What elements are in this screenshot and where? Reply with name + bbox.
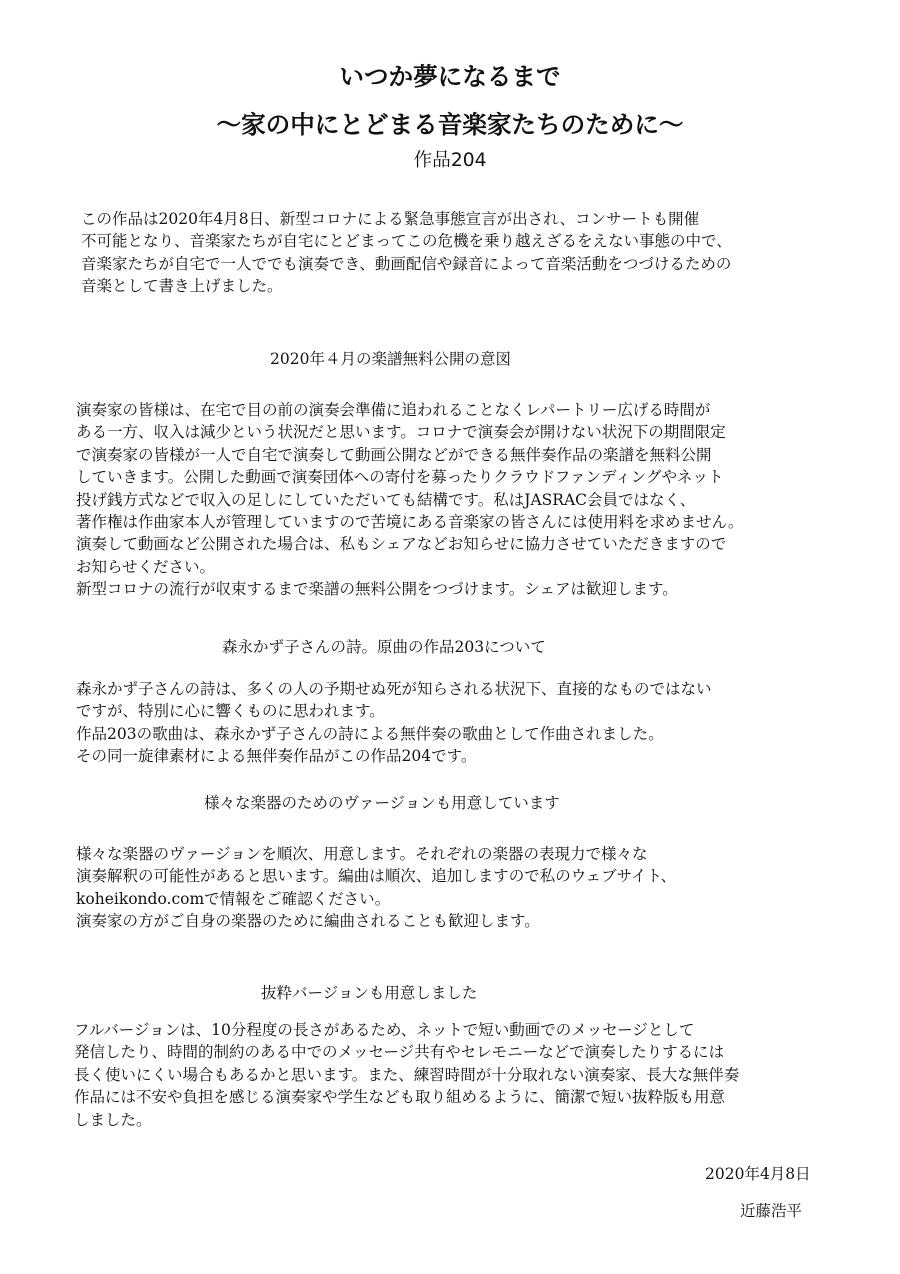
section-body-free-score xyxy=(76,399,743,601)
paragraph-line: ある一方、収入は減少という状況だと思います。コロナで演奏会が開けない状況下の期間限定 xyxy=(76,423,726,442)
paragraph-line: 演奏家の方がご自身の楽器のために編曲されることも歓迎します。 xyxy=(76,912,540,931)
section-body-instrument-versions xyxy=(76,843,676,933)
signature-author: 近藤浩平 xyxy=(740,1202,803,1220)
paragraph-line: 著作権は作曲家本人が管理していますので苦境にある音楽家の皆さんには使用料を求めません。 xyxy=(76,512,744,531)
paragraph-line: 様々な楽器のヴァージョンを順次、用意します。それぞれの楽器の表現力で様々な xyxy=(76,845,648,863)
paragraph-line: 演奏して動画など公開された場合は、私もシェアなどお知らせに協力させていただきますので xyxy=(76,535,727,554)
paragraph-line: していきます。公開した動画で演奏団体への寄付を募ったりクラウドファンディングやネット xyxy=(76,468,724,487)
paragraph-line: その同一旋律素材による無伴奏作品がこの作品204です。 xyxy=(76,747,477,766)
paragraph-line: フルバージョンは、10分程度の長さがあるため、ネットで短い動画でのメッセージとして xyxy=(74,1021,695,1039)
paragraph-line: 長く使いにくい場合もあるかと思います。また、練習時間が十分取れない演奏家、長大な無伴奏 xyxy=(74,1065,740,1084)
document-title: いつか夢になるまで xyxy=(339,62,561,91)
document-subtitle: ～家の中にとどまる音楽家たちのために～ xyxy=(216,110,684,139)
intro-paragraph xyxy=(81,208,732,298)
paragraph-line: 演奏家の皆様は、在宅で目の前の演奏会準備に追われることなくレパートリー広げる時間が xyxy=(76,401,711,419)
paragraph-line: 新型コロナの流行が収束するまで楽譜の無料公開をつづけます。シェアは歓迎します。 xyxy=(76,580,678,599)
opus-number: 作品204 xyxy=(413,150,487,171)
paragraph-line: 演奏解釈の可能性があると思います。編曲は順次、追加しますので私のウェブサイト、 xyxy=(76,867,677,886)
paragraph-line: お知らせください。 xyxy=(76,557,216,576)
signature-date: 2020年4月8日 xyxy=(705,1165,811,1183)
section-heading-excerpt-version: 抜粋バージョンも用意しました xyxy=(261,984,478,1002)
paragraph-line: 音楽として書き上げました。 xyxy=(81,277,283,296)
paragraph-line: で演奏家の皆様が一人で自宅で演奏して動画公開などができる無伴奏作品の楽譜を無料公開 xyxy=(76,445,712,464)
paragraph-line: 音楽家たちが自宅で一人ででも演奏でき、動画配信や録音によって音楽活動をつづけるための xyxy=(81,254,732,273)
paragraph-line: ですが、特別に心に響くものに思われます。 xyxy=(76,702,385,721)
paragraph-line: 作品203の歌曲は、森永かず子さんの詩による無伴奏の歌曲として作曲されました。 xyxy=(76,724,664,743)
paragraph-line: しました。 xyxy=(74,1110,152,1129)
paragraph-line: 不可能となり、音楽家たちが自宅にとどまってこの危機を乗り越えざるをえない事態の中で、 xyxy=(81,232,732,251)
paragraph-line: 作品には不安や負担を感じる演奏家や学生なども取り組めるように、簡潔で短い抜粋版も用意 xyxy=(74,1088,726,1107)
paragraph-line: koheikondo.comで情報をご確認ください。 xyxy=(76,889,391,908)
section-body-original-work xyxy=(76,678,712,768)
section-heading-original-work: 森永かず子さんの詩。原曲の作品203について xyxy=(222,638,546,656)
paragraph-line: 投げ銭方式などで収入の足しにしていただいても結構です。私はJASRAC会員ではなく、 xyxy=(76,490,696,509)
section-body-excerpt-version xyxy=(74,1019,739,1131)
paragraph-line: 森永かず子さんの詩は、多くの人の予期せぬ死が知らされる状況下、直接的なものではない xyxy=(76,680,712,698)
section-heading-instrument-versions: 様々な楽器のためのヴァージョンも用意しています xyxy=(204,794,560,812)
section-heading-free-score: 2020年４月の楽譜無料公開の意図 xyxy=(270,350,511,368)
paragraph-line: この作品は2020年4月8日、新型コロナによる緊急事態宣言が出され、コンサートも開催 xyxy=(81,210,700,228)
paragraph-line: 発信したり、時間的制約のある中でのメッセージ共有やセレモニーなどで演奏したりするには xyxy=(74,1043,725,1062)
